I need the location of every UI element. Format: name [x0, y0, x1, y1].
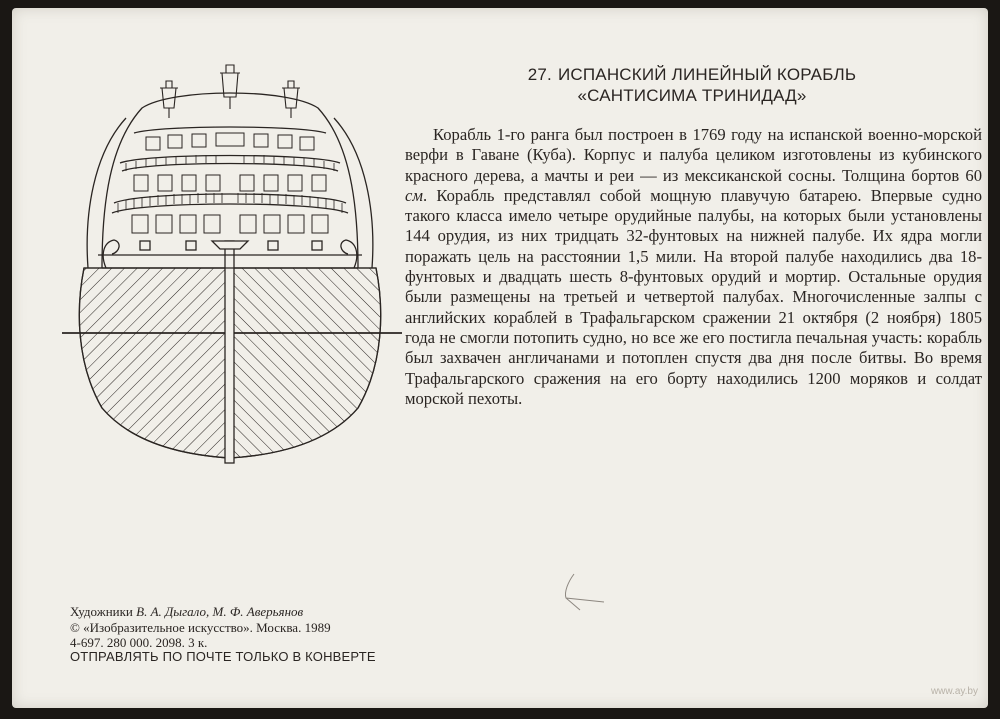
credits-publisher: © «Изобразительное искусство». Москва. 1989: [70, 619, 331, 635]
artists-prefix: Художники: [70, 604, 137, 619]
ship-stern-drawing-icon: [62, 63, 402, 473]
description-paragraph: [405, 125, 982, 409]
body-part-1: Корабль 1-го ранга был построен в 1769 году на испанской военно-морской верфи в Гаване (Куба). Корпус и палуба целиком изготовлены из кубинского красного дерева, а мачты и реи — из мексиканской сосны. Толщина бортов 60: [405, 125, 982, 185]
body-part-2: . Корабль представлял собой мощную плавучую батарею. Впервые судно такого класса имело четыре орудийные палубы, на которых были установлены 144 орудия, из них тридцать 32-фунтовых на нижней палубе. Их ядра могли поражать цель на расстоянии 1,5 мили. На второй палубе находились два 18-фунтовых и двадцать шесть 8-фунтовых орудий и мортир. Остальные орудия были размещены на третьей и четвертой палубах. Многочисленные залпы с английских кораблей в Трафальгарском сражении 21 октября (2 ноября) 1805 года не смогли потопить судно, но все же его постигла печальная участь: корабль был захвачен англичанами и потоплен спустя два дня после битвы. Во время Трафальгарского сражения на его борту находились 1200 моряков и солдат морской пехоты.: [405, 185, 982, 408]
artists-names: В. А. Дыгало, М. Ф. Аверьянов: [136, 604, 304, 619]
credits: [70, 604, 331, 651]
postcard: [12, 8, 988, 708]
title-number: 27.: [527, 65, 552, 84]
card-title: [452, 64, 932, 106]
body-unit: см: [405, 185, 423, 205]
pen-scribble-icon: [560, 568, 620, 618]
watermark: www.ay.by: [930, 686, 978, 697]
credits-code: 4-697. 280 000. 2098. 3 к.: [70, 635, 208, 650]
mailing-notice: ОТПРАВЛЯТЬ ПО ПОЧТЕ ТОЛЬКО В КОНВЕРТЕ: [70, 649, 376, 664]
title-line-2: «САНТИСИМА ТРИНИДАД»: [577, 86, 807, 105]
title-text: ИСПАНСКИЙ ЛИНЕЙНЫЙ КОРАБЛЬ: [557, 65, 857, 84]
title-line-1: [452, 64, 932, 85]
credits-artists: [70, 604, 331, 620]
